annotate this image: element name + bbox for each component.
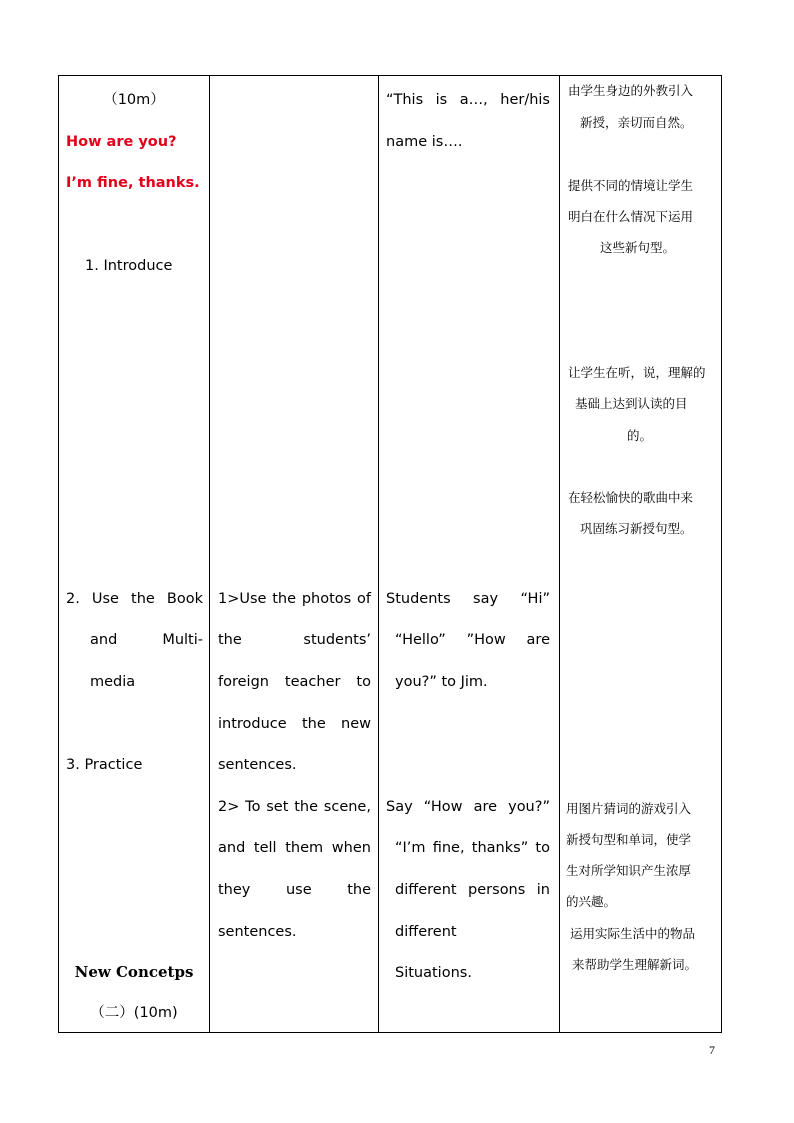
note-line: 的。 — [627, 428, 653, 443]
word: the — [301, 716, 326, 732]
note-line: 新授，亲切而自然。 — [580, 115, 693, 130]
student-line-4 — [395, 631, 550, 649]
note-line: 来帮助学生理解新词。 — [572, 957, 698, 972]
note-line: 明白在什么情况下运用 — [568, 209, 694, 224]
word: tell — [253, 840, 277, 856]
teacher-activity-column — [210, 76, 379, 1033]
note-line: 巩固练习新授句型。 — [580, 521, 693, 536]
note-line: 运用实际生活中的物品 — [570, 926, 696, 941]
word: is — [435, 92, 448, 108]
student-line-10: Situations. — [395, 965, 472, 981]
word: Say — [386, 799, 413, 815]
word: use — [285, 882, 312, 898]
table-row — [59, 76, 722, 1033]
word: “Hello” — [395, 632, 446, 648]
word: thanks” — [471, 840, 529, 856]
word: the — [218, 632, 242, 648]
lesson-plan-table — [58, 75, 722, 1033]
note-line: 生对所学知识产生浓厚 — [566, 863, 692, 878]
word: to — [356, 674, 371, 690]
teacher-line-5: sentences. — [218, 757, 297, 773]
word: “How — [423, 799, 463, 815]
word: 2> — [218, 799, 240, 815]
teacher-line-1 — [218, 590, 371, 608]
word: the — [131, 591, 155, 607]
word: say — [473, 591, 499, 607]
word: different — [395, 882, 457, 898]
word: 2. — [66, 591, 80, 607]
word: fine, — [432, 840, 465, 856]
note-line: 这些新句型。 — [600, 240, 676, 255]
word: ”How — [466, 632, 506, 648]
student-line-8 — [395, 881, 550, 899]
page-number: 7 — [709, 1043, 715, 1057]
teacher-line-9: sentences. — [218, 924, 297, 940]
word: Multi- — [162, 632, 203, 648]
word: Students — [386, 591, 451, 607]
word: the — [294, 799, 318, 815]
word: and — [218, 840, 246, 856]
teacher-line-8 — [218, 881, 371, 899]
student-line-2: name is…. — [386, 134, 463, 150]
word: in — [536, 882, 550, 898]
student-activity-column — [379, 76, 560, 1033]
word: to — [535, 840, 550, 856]
step-use-book-line3: media — [90, 674, 136, 690]
steps-column — [59, 76, 210, 1033]
note-line: 的兴趣。 — [566, 894, 617, 909]
teacher-line-7 — [218, 839, 371, 857]
teacher-line-6 — [218, 798, 371, 816]
student-line-9: different — [395, 924, 457, 940]
time-label: （10m） — [103, 92, 165, 108]
note-line: 在轻松愉快的歌曲中来 — [568, 490, 694, 505]
word: new — [341, 716, 371, 732]
word: of — [357, 591, 371, 607]
step-use-book-line2 — [90, 631, 203, 649]
student-line-6 — [386, 798, 550, 816]
word: are — [473, 799, 498, 815]
student-line-3 — [386, 590, 550, 608]
word: when — [331, 840, 371, 856]
note-line: 让学生在听，说，理解的 — [568, 365, 706, 380]
word: the — [272, 591, 297, 607]
word: are — [526, 632, 550, 648]
red-heading-2: I’m fine, thanks. — [66, 175, 200, 191]
student-line-1 — [386, 91, 550, 109]
note-line: 提供不同的情境让学生 — [568, 178, 694, 193]
word: Book — [166, 591, 203, 607]
word: set — [266, 799, 289, 815]
word: 1>Use — [218, 591, 267, 607]
note-line: 新授句型和单词，使学 — [566, 832, 692, 847]
word: Use — [91, 591, 119, 607]
note-line: 由学生身边的外教引入 — [568, 83, 694, 98]
word: you?” — [508, 799, 550, 815]
notes-column — [560, 76, 722, 1033]
word: “I’m — [395, 840, 426, 856]
word: them — [285, 840, 324, 856]
word: and — [90, 632, 118, 648]
word: foreign — [218, 674, 269, 690]
word: her/his — [500, 92, 550, 108]
word: they — [218, 882, 251, 898]
step-practice: 3. Practice — [66, 757, 143, 773]
word: “This — [386, 92, 424, 108]
teacher-line-2 — [218, 631, 371, 649]
student-line-7 — [395, 839, 550, 857]
note-line: 用图片猜词的游戏引入 — [566, 801, 692, 816]
time-label-2: （二）(10m) — [90, 1005, 178, 1021]
word: “Hi” — [520, 591, 550, 607]
red-heading-1: How are you? — [66, 134, 177, 150]
word: photos — [301, 591, 352, 607]
student-line-5: you?” to Jim. — [395, 674, 488, 690]
step-introduce: 1. Introduce — [85, 258, 173, 274]
word: introduce — [218, 716, 287, 732]
note-line: 基础上达到认读的目 — [575, 396, 688, 411]
word: To — [245, 799, 261, 815]
teacher-line-4 — [218, 715, 371, 733]
step-use-book-line1 — [66, 590, 203, 608]
word: students’ — [303, 632, 371, 648]
word: a…, — [459, 92, 488, 108]
word: persons — [468, 882, 526, 898]
word: the — [347, 882, 371, 898]
new-concepts-heading: New Concetps — [74, 963, 194, 981]
word: scene, — [323, 799, 371, 815]
teacher-line-3 — [218, 673, 371, 691]
word: teacher — [284, 674, 341, 690]
